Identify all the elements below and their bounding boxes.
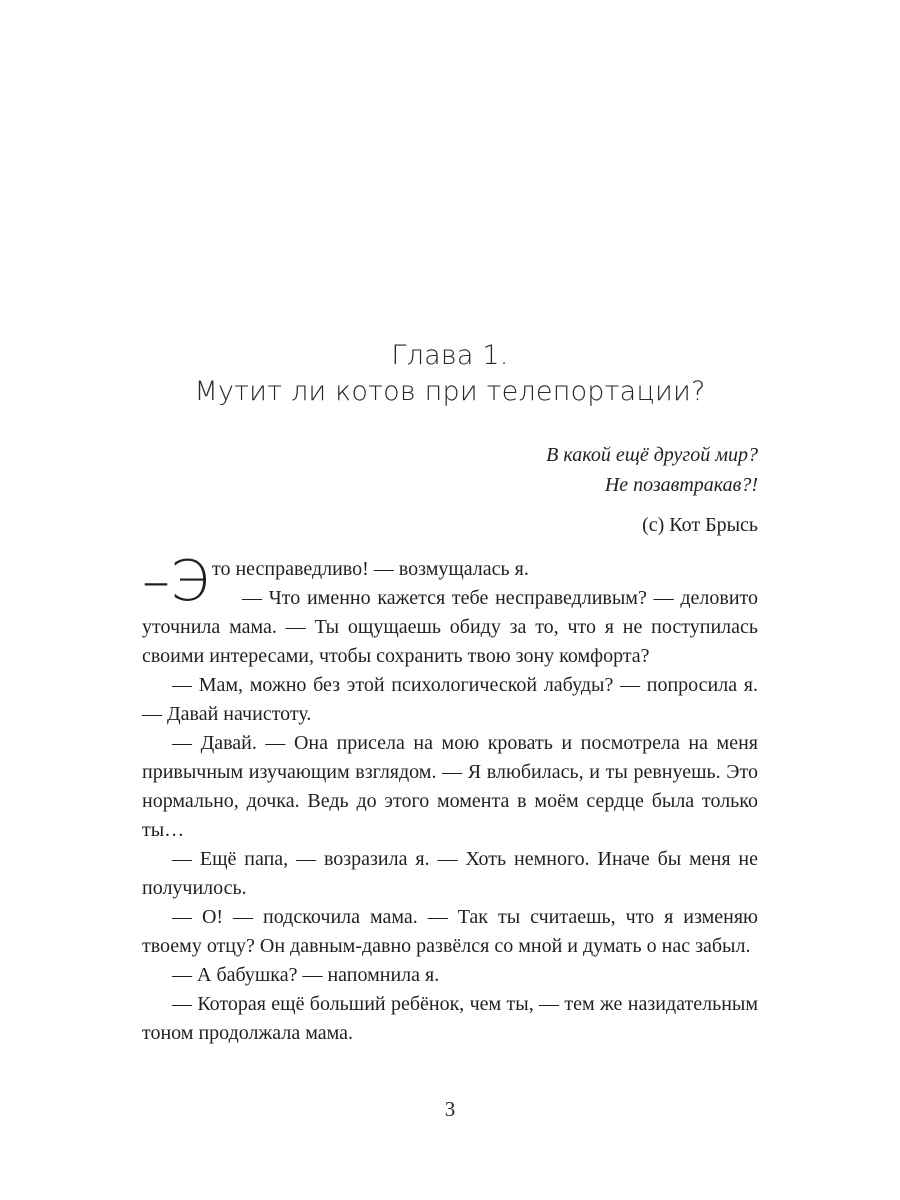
body-text [142, 549, 758, 1048]
paragraph: — А бабушка? — напомнила я. [172, 964, 440, 986]
paragraph: — Мам, можно без этой психологической лабуды? — попросила я. — Давай начистоту. [142, 674, 758, 725]
chapter-title: Мутит ли котов при телепортации? [194, 376, 706, 407]
page-number: 3 [444, 1097, 456, 1121]
paragraph: — О! — подскочила мама. — Так ты считаешь, что я изменяю твоему отцу? Он давным-давно развёлся со мной и думать о нас забыл. [142, 906, 758, 957]
epigraph [546, 440, 758, 540]
chapter-heading [0, 338, 900, 410]
drop-cap: –Э [142, 549, 210, 614]
paragraph: — Давай. — Она присела на мою кровать и посмотрела на меня привычным изучающим взглядом. — Я влюбилась, и ты ревнуешь. Это нормально, дочка. Ведь до этого момента в моём сердце была только ты… [142, 732, 758, 841]
paragraph: — Ещё папа, — возразила я. — Хоть немного. Иначе бы меня не получилось. [142, 848, 758, 899]
first-line: то несправедливо! — возмущалась я. [212, 558, 529, 580]
epigraph-line-1: В какой ещё другой мир? [546, 444, 758, 466]
epigraph-source: (с) Кот Брысь [642, 514, 758, 536]
paragraph: — Что именно кажется тебе несправедливым? — деловито уточнила мама. — Ты ощущаешь обиду за то, что я не поступилась своими интересами, чтобы сохранить твою зону комфорта? [142, 587, 758, 667]
chapter-number: Глава 1. [391, 340, 509, 371]
epigraph-line-2: Не позавтракав?! [604, 474, 758, 496]
opening-line [142, 549, 758, 614]
paragraph: — Которая ещё больший ребёнок, чем ты, — тем же назидательным тоном продолжала мама. [142, 993, 758, 1044]
